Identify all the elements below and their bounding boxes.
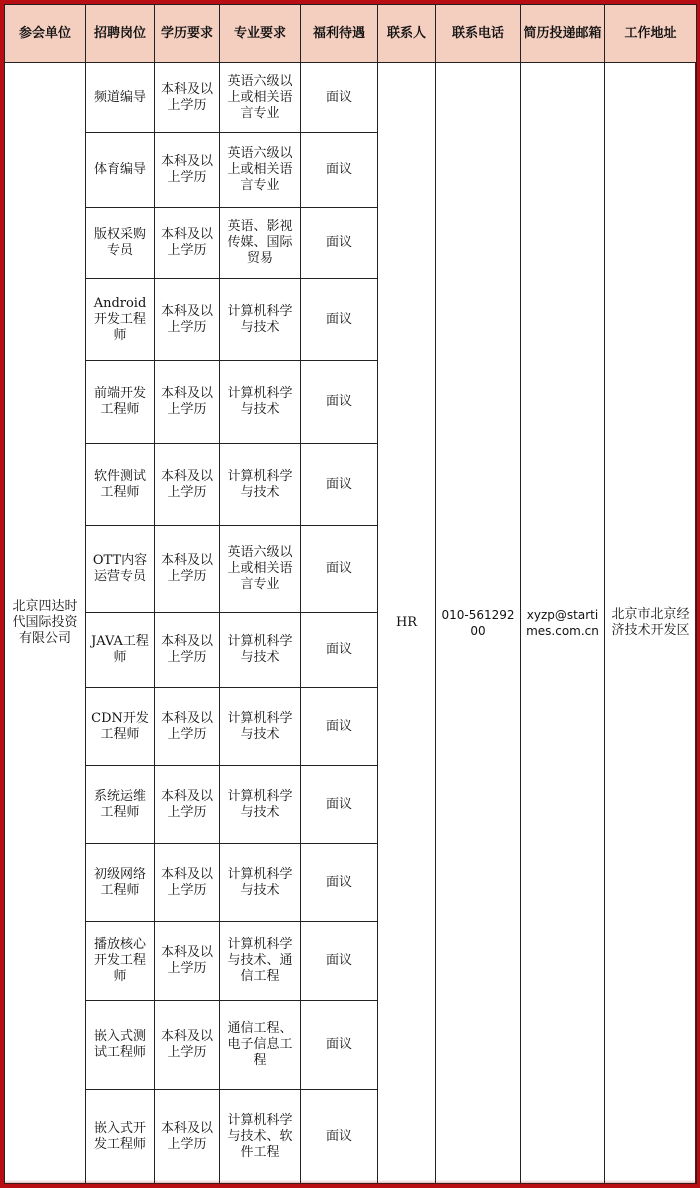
benefits-cell: 面议 [301, 526, 378, 613]
position-cell: 体育编导 [86, 133, 155, 208]
major-cell: 英语六级以上或相关语言专业 [220, 526, 301, 613]
position-cell: OTT内容运营专员 [86, 526, 155, 613]
education-cell: 本科及以上学历 [155, 361, 220, 444]
address-cell: 北京市北京经济技术开发区 [605, 63, 697, 1184]
position-cell: Android开发工程师 [86, 279, 155, 361]
header-education: 学历要求 [155, 5, 220, 63]
position-cell: 嵌入式测试工程师 [86, 1001, 155, 1090]
education-cell: 本科及以上学历 [155, 688, 220, 766]
company-cell: 北京四达时代国际投资有限公司 [5, 63, 86, 1184]
major-cell: 计算机科学与技术 [220, 613, 301, 688]
position-cell: 软件测试工程师 [86, 444, 155, 526]
education-cell: 本科及以上学历 [155, 844, 220, 922]
education-cell: 本科及以上学历 [155, 1090, 220, 1184]
major-cell: 通信工程、电子信息工程 [220, 1001, 301, 1090]
education-cell: 本科及以上学历 [155, 279, 220, 361]
position-cell: 系统运维工程师 [86, 766, 155, 844]
header-contact: 联系人 [378, 5, 436, 63]
major-cell: 计算机科学与技术 [220, 444, 301, 526]
position-cell: 嵌入式开发工程师 [86, 1090, 155, 1184]
header-company: 参会单位 [5, 5, 86, 63]
major-cell: 计算机科学与技术、软件工程 [220, 1090, 301, 1184]
header-row [5, 5, 697, 63]
education-cell: 本科及以上学历 [155, 444, 220, 526]
major-cell: 计算机科学与技术 [220, 688, 301, 766]
benefits-cell: 面议 [301, 361, 378, 444]
major-cell: 英语、影视传媒、国际贸易 [220, 208, 301, 279]
benefits-cell: 面议 [301, 279, 378, 361]
phone-cell: 010-56129200 [436, 63, 521, 1184]
major-cell: 计算机科学与技术 [220, 766, 301, 844]
education-cell: 本科及以上学历 [155, 208, 220, 279]
major-cell: 计算机科学与技术 [220, 844, 301, 922]
benefits-cell: 面议 [301, 766, 378, 844]
contact-cell: HR [378, 63, 436, 1184]
position-cell: JAVA工程师 [86, 613, 155, 688]
position-cell: 前端开发工程师 [86, 361, 155, 444]
position-cell: CDN开发工程师 [86, 688, 155, 766]
benefits-cell: 面议 [301, 208, 378, 279]
education-cell: 本科及以上学历 [155, 63, 220, 133]
benefits-cell: 面议 [301, 688, 378, 766]
major-cell: 英语六级以上或相关语言专业 [220, 133, 301, 208]
header-major: 专业要求 [220, 5, 301, 63]
benefits-cell: 面议 [301, 1001, 378, 1090]
position-cell: 初级网络工程师 [86, 844, 155, 922]
header-position: 招聘岗位 [86, 5, 155, 63]
education-cell: 本科及以上学历 [155, 133, 220, 208]
benefits-cell: 面议 [301, 1090, 378, 1184]
major-cell: 计算机科学与技术 [220, 279, 301, 361]
header-email: 简历投递邮箱 [521, 5, 605, 63]
major-cell: 计算机科学与技术、通信工程 [220, 922, 301, 1001]
benefits-cell: 面议 [301, 133, 378, 208]
education-cell: 本科及以上学历 [155, 1001, 220, 1090]
education-cell: 本科及以上学历 [155, 766, 220, 844]
major-cell: 英语六级以上或相关语言专业 [220, 63, 301, 133]
recruitment-table [4, 4, 697, 1184]
major-cell: 计算机科学与技术 [220, 361, 301, 444]
position-cell: 频道编导 [86, 63, 155, 133]
position-cell: 播放核心开发工程师 [86, 922, 155, 1001]
benefits-cell: 面议 [301, 922, 378, 1001]
benefits-cell: 面议 [301, 613, 378, 688]
benefits-cell: 面议 [301, 63, 378, 133]
benefits-cell: 面议 [301, 444, 378, 526]
education-cell: 本科及以上学历 [155, 922, 220, 1001]
email-cell: xyzp@startimes.com.cn [521, 63, 605, 1184]
position-cell: 版权采购专员 [86, 208, 155, 279]
education-cell: 本科及以上学历 [155, 526, 220, 613]
header-benefits: 福利待遇 [301, 5, 378, 63]
education-cell: 本科及以上学历 [155, 613, 220, 688]
header-address: 工作地址 [605, 5, 697, 63]
table-row [5, 63, 697, 133]
benefits-cell: 面议 [301, 844, 378, 922]
header-phone: 联系电话 [436, 5, 521, 63]
